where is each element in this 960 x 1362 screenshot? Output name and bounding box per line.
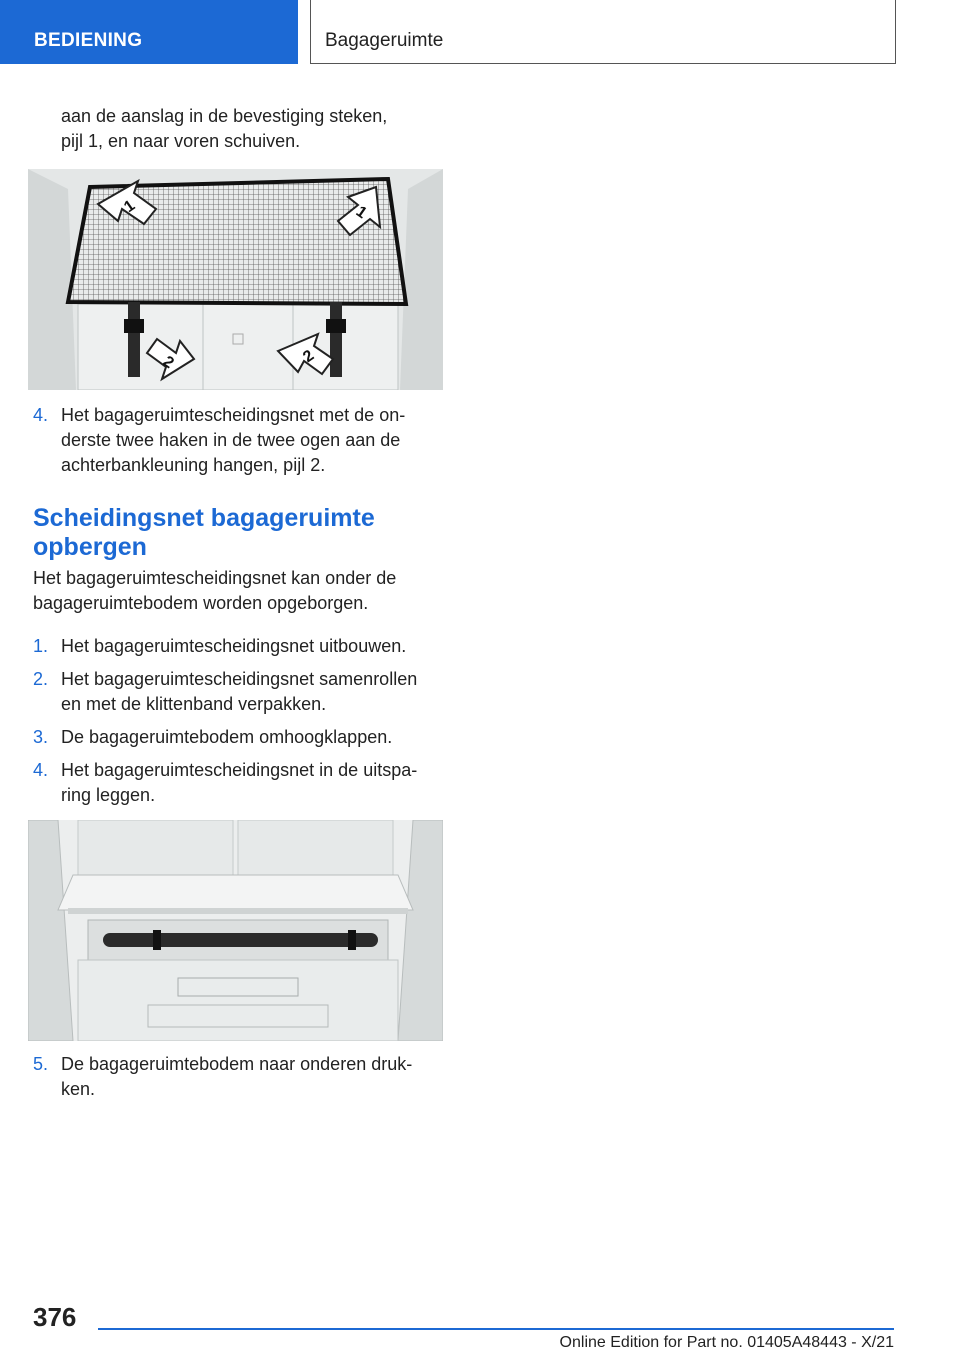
footer-divider — [98, 1328, 894, 1330]
section-heading-line: opbergen — [33, 533, 147, 561]
intro-line: aan de aanslag in de bevestiging steken, — [61, 106, 388, 126]
list-item — [33, 1052, 445, 1102]
chapter-title: Bagageruimte — [325, 30, 444, 51]
step-text-line: De bagageruimtebodem naar onderen druk- — [61, 1054, 413, 1074]
step-text-line: Het bagageruimtescheidingsnet uitbouwen. — [61, 636, 407, 656]
step-number: 4. — [33, 405, 49, 425]
section-heading-line: Scheidingsnet bagageruimte — [33, 504, 375, 532]
step-number: 5. — [33, 1054, 49, 1074]
section-storage — [33, 504, 445, 616]
step-number: 1. — [33, 636, 49, 656]
net-stored-illustration — [28, 820, 443, 1041]
page-number: 376 — [33, 1302, 77, 1332]
storage-step-5 — [33, 1052, 445, 1110]
step-text-line: ring leggen. — [61, 785, 156, 805]
section-title: BEDIENING — [34, 30, 143, 51]
svg-text:2: 2 — [300, 347, 318, 367]
step-number: 2. — [33, 669, 49, 689]
list-item — [33, 634, 445, 659]
figure-net-stored — [28, 820, 443, 1041]
section-intro-line: bagageruimtebodem worden opgeborgen. — [33, 593, 369, 613]
step-text-line: achterbankleuning hangen, pijl 2. — [61, 455, 326, 475]
step-text-line: Het bagageruimtescheidingsnet samenrollen — [61, 669, 418, 689]
edition-note: Online Edition for Part no. 01405A48443 - X/21 — [559, 1334, 894, 1351]
svg-text:1: 1 — [352, 203, 370, 223]
figure-net-installation — [28, 169, 443, 390]
step-text-line: Het bagageruimtescheidingsnet met de on- — [61, 405, 406, 425]
step-text-line: ken. — [61, 1079, 96, 1099]
list-item — [33, 403, 445, 478]
step-text-line: De bagageruimtebodem omhoogklappen. — [61, 727, 393, 747]
install-step-4 — [33, 403, 445, 486]
step-text-line: Het bagageruimtescheidingsnet in de uitspa- — [61, 760, 418, 780]
step-text-line: en met de klittenband verpakken. — [61, 694, 327, 714]
list-item — [33, 758, 445, 808]
svg-text:1: 1 — [121, 197, 139, 217]
svg-text:2: 2 — [159, 353, 177, 373]
intro-line: pijl 1, en naar voren schuiven. — [61, 131, 301, 151]
intro-text — [33, 104, 445, 154]
list-item — [33, 667, 445, 717]
section-tab — [0, 0, 298, 64]
storage-steps — [33, 634, 445, 816]
step-number: 3. — [33, 727, 49, 747]
chapter-header — [310, 0, 896, 64]
net-installation-illustration — [28, 169, 443, 390]
section-intro-line: Het bagageruimtescheidingsnet kan onder de — [33, 568, 397, 588]
step-text-line: derste twee haken in de twee ogen aan de — [61, 430, 401, 450]
step-number: 4. — [33, 760, 49, 780]
list-item — [33, 725, 445, 750]
